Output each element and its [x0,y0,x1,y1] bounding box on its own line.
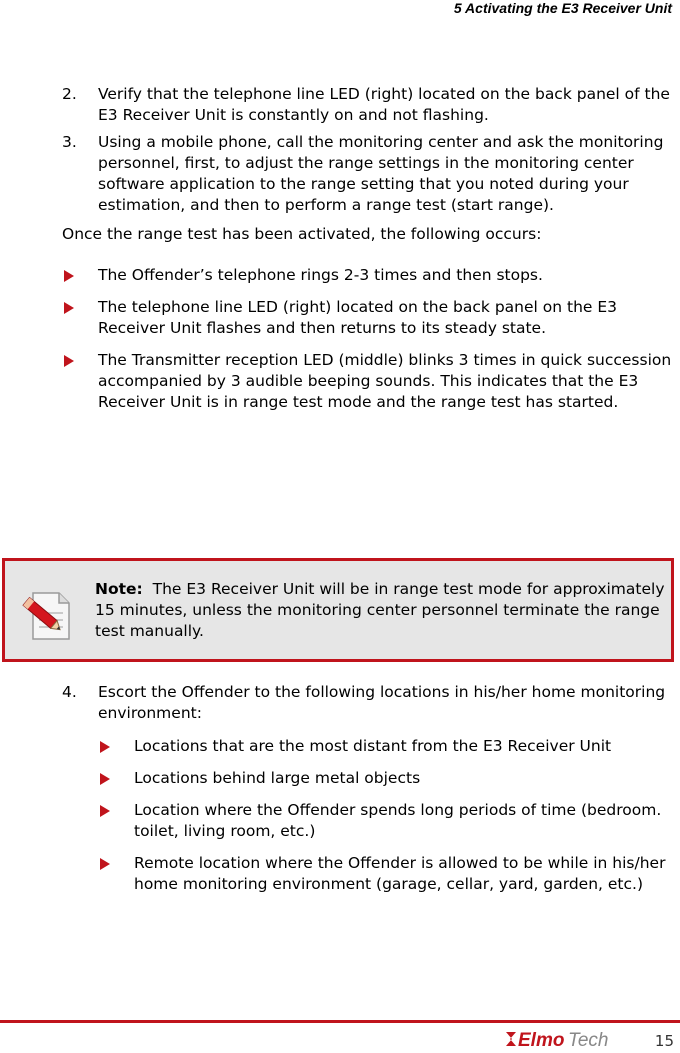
location-text: Remote location where the Offender is allowed to be while in his/her home monitoring environment (garage, cellar, yard, garden, etc.) [134,854,666,893]
bullet-triangle-icon [100,773,110,785]
step-text: Escort the Offender to the following locations in his/her home monitoring environment: [98,683,666,722]
bullet-item [62,350,676,413]
bullet-triangle-icon [100,858,110,870]
location-text: Locations that are the most distant from the E3 Receiver Unit [134,737,612,755]
step-item [62,682,676,724]
bullet-triangle-icon [64,302,74,314]
page-number: 15 [654,1032,674,1050]
page-content [62,84,676,424]
location-item [98,768,676,789]
location-item [98,736,676,757]
svg-text:Elmo: Elmo [518,1030,565,1050]
chapter-header: 5 Activating the E3 Receiver Unit [453,0,672,16]
svg-text:Tech: Tech [568,1030,609,1050]
step-number: 4. [62,683,77,701]
pencil-note-icon [19,587,73,643]
bullet-triangle-icon [100,741,110,753]
note-box [2,558,674,662]
step-text: Using a mobile phone, call the monitoring center and ask the monitoring personnel, first, to adjust the range settings in the monitoring center software application to the range setting that you noted during your estimation, and then to perform a range test (start range). [98,133,664,214]
bullet-triangle-icon [64,270,74,282]
bullet-text: The telephone line LED (right) located on the back panel on the E3 Receiver Unit flashes and then returns to its steady state. [98,298,618,337]
location-text: Location where the Offender spends long periods of time (bedroom. toilet, living room, etc.) [134,801,662,840]
location-item [98,853,676,895]
location-item [98,800,676,842]
note-label: Note: [95,580,143,598]
step-4-section [62,682,676,906]
footer-divider [0,1020,680,1023]
note-body: The E3 Receiver Unit will be in range test mode for approximately 15 minutes, unless the monitoring center personnel terminate the range test manually. [95,580,665,640]
location-list [98,736,676,895]
location-text: Locations behind large metal objects [134,769,421,787]
step-item [62,84,676,126]
step-number: 3. [62,133,77,151]
elmotech-logo [504,1028,644,1050]
step-item [62,132,676,216]
bullet-text: The Offender’s telephone rings 2-3 times and then stops. [98,266,543,284]
bullet-item [62,265,676,286]
step-text: Verify that the telephone line LED (right) located on the back panel of the E3 Receiver Unit is constantly on and not flashing. [98,85,670,124]
note-text [95,579,665,642]
bullet-item [62,297,676,339]
intro-paragraph: Once the range test has been activated, the following occurs: [62,225,542,243]
bullet-triangle-icon [64,355,74,367]
bullet-triangle-icon [100,805,110,817]
bullet-text: The Transmitter reception LED (middle) blinks 3 times in quick succession accompanied by 3 audible beeping sounds. This indicates that the E3 Receiver Unit is in range test mode and the range test has started. [98,351,672,411]
step-number: 2. [62,85,77,103]
